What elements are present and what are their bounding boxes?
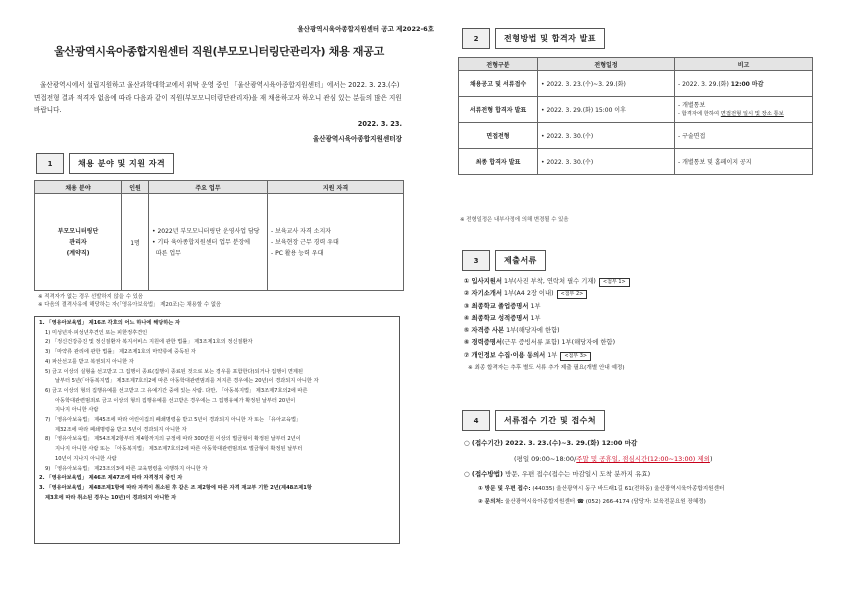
doc-name: ⑥ 경력증명서	[464, 339, 502, 347]
doc-detail: 1부(사진 부착, 연락처 필수 기재)	[501, 278, 596, 285]
required-documents	[464, 276, 630, 374]
section-label: 제출서류	[495, 250, 546, 271]
job-field: 부모모니터링단 관리자 (계약직)	[35, 194, 122, 291]
doc-detail: 1부	[528, 302, 541, 310]
duty-item: • 기타 육아종합지원센터 업무 분장에	[152, 238, 251, 246]
section-4-heading	[462, 410, 605, 431]
doc-name: ③ 최종학교 졸업증명서	[464, 302, 529, 310]
address-label: ① 방문 및 우편 접수:	[478, 485, 531, 492]
qualifications-cell	[268, 194, 404, 291]
method-text: 방문, 우편 접수(접수는 마감일시 도착 분까지 유효)	[503, 470, 651, 478]
section-label: 전형방법 및 합격자 발표	[495, 28, 605, 49]
box-heading: 1. 「영유아보육법」 제16조 각호의 어느 하나에 해당하는 자	[39, 320, 181, 326]
section-number: 4	[462, 410, 490, 431]
intro-paragraph: 울산광역시에서 설립지원하고 울산과학대학교에서 위탁 운영 중인 「울산광역시육아종합지원센터」에서는 2022. 3. 23.(수) 면접전형 결과 적격자 없음에 따라 다음과 같이 직원(부모모니터링단관리자)을 재 채용하고자 하오니 관심 있는 분들의 많은 지원 바랍니다.	[34, 81, 402, 114]
duty-item: • 2022년 부모모니터링단 운영사업 담당	[152, 227, 260, 235]
duty-item: 따른 업무	[152, 249, 181, 257]
table-row	[459, 97, 813, 123]
period-close: )	[709, 454, 713, 463]
col-header: 주요 업무	[149, 181, 268, 194]
list-item	[464, 350, 630, 362]
documents-note: ※ 최종 합격자는 추후 별도 서류 추가 제출 필요(개별 안내 예정)	[468, 365, 625, 372]
schedule-table	[458, 57, 813, 175]
box-item: 10년이 지나지 아니한 사람	[55, 455, 117, 462]
box-item: 8) 「영유아보육법」 제54조제2항부터 제4항까지의 규정에 따라 300만원 이상의 벌금형이 확정된 날부터 2년이	[45, 436, 301, 443]
box-item: 날부터 5년(「아동복지법」 제3조제7호의2에 따른 아동학대관련범죄를 저지른 경우에는 20년)이 경과되지 아니한 자	[55, 378, 319, 385]
inquiry-line	[464, 496, 814, 509]
table-row	[459, 71, 813, 97]
section-3-heading	[462, 250, 546, 271]
box-item: 3) 「마약류 관리에 관한 법률」 제2조제1호의 마약류에 중독된 자	[45, 349, 196, 356]
note-line: ※ 다음의 결격사유에 해당하는 자(「영유아보육법」 제20조)는 채용할 수 없음	[38, 302, 222, 308]
box-item: 제32조에 따라 폐쇄명령을 받고 5년이 경과되지 아니한 자	[55, 426, 187, 433]
note-line: - 합격자에 한하여 면접전형 일시 및 장소 통보	[678, 110, 784, 117]
method-label: ○ (접수방법)	[464, 470, 503, 478]
disqualification-box	[34, 316, 400, 544]
list-item	[464, 325, 630, 337]
section-2-heading	[462, 28, 605, 49]
list-item	[464, 337, 630, 349]
application-period: ○ (접수기간) 2022. 3. 23.(수)~3. 29.(화) 12:00 마감	[464, 439, 638, 447]
box-item: 지나지 아니한 사람 또는 「아동복지법」 제3조제7호의2에 따른 아동학대관련범죄로 벌금형이 확정된 날부터	[55, 446, 303, 453]
inquiry-text: 울산광역시육아종합지원센터 ☎ (052) 266-4174 (담당자: 보육전문요원 장혜정)	[503, 498, 706, 505]
box-item: 7) 「영유아보육법」 제45조에 따라 어린이집의 폐쇄명령을 받고 5년이 경과되지 아니한 자 또는 「유아교육법」	[45, 417, 302, 424]
attachment-tag: <첨부 2>	[557, 290, 588, 299]
stage-note	[675, 97, 813, 123]
box-item: 6) 금고 이상의 형의 집행유예를 선고받고 그 유예기간 중에 있는 사람. 다만, 「아동복지법」 제3조제7호의2에 따른	[45, 387, 308, 394]
list-item	[464, 276, 630, 288]
attachment-tag: <첨부 3>	[560, 352, 591, 361]
section-1-heading	[36, 153, 174, 174]
section-number: 3	[462, 250, 490, 271]
note-line: ※ 적격자가 없는 경우 선발하지 않을 수 있음	[38, 294, 144, 300]
address-line	[464, 483, 814, 496]
application-method	[464, 467, 814, 483]
box-item: 1) 미성년자·피성년후견인 또는 피한정후견인	[45, 329, 148, 336]
period-exclusion: 주말 및 공휴일, 점심시간(12:00~13:00) 제외	[576, 454, 710, 463]
col-header: 채용 분야	[35, 181, 122, 194]
stage-schedule: • 2022. 3. 30.(수)	[538, 123, 675, 149]
list-item	[464, 313, 630, 325]
qual-item: - 보육교사 자격 소지자	[271, 227, 332, 235]
box-item: 4) 파산선고를 받고 복권되지 아니한 자	[45, 358, 134, 365]
table-row	[459, 149, 813, 175]
issuer-name: 울산광역시육아종합지원센터장	[312, 135, 402, 143]
box-item: 아동학대관련범죄로 금고 이상의 형의 집행유예를 선고받은 경우에는 그 집행유예가 확정된 날부터 20년이	[55, 397, 296, 404]
attachment-tag: <첨부 1>	[599, 278, 630, 287]
qual-item: - 보육현장 근무 경력 우대	[271, 238, 339, 246]
notice-date: 2022. 3. 23.	[357, 120, 402, 128]
doc-detail: 1부(해당자에 한함)	[504, 327, 560, 335]
stage-name: 서류전형 합격자 발표	[459, 97, 538, 123]
stage-name: 채용공고 및 서류접수	[459, 71, 538, 97]
section-1-notes	[38, 293, 221, 309]
col-header: 인원	[122, 181, 149, 194]
doc-name: ⑤ 자격증 사본	[464, 327, 505, 335]
period-hours: (평일 09:00~18:00/	[514, 454, 577, 463]
qual-item: - PC 활용 능력 우대	[271, 249, 324, 257]
doc-detail: 1부	[528, 314, 541, 322]
page-title: 울산광역시육아종합지원센터 직원(부모모니터링단관리자) 채용 재공고	[54, 45, 384, 58]
notice-number: 울산광역시육아종합지원센터 공고 제2022-6호	[297, 25, 434, 33]
stage-name: 면접전형	[459, 123, 538, 149]
stage-name: 최종 합격자 발표	[459, 149, 538, 175]
note-line: - 개별통보	[678, 101, 706, 109]
list-item	[464, 301, 630, 313]
section-label: 채용 분야 및 지원 자격	[69, 153, 174, 174]
list-item	[464, 288, 630, 300]
stage-schedule: • 2022. 3. 23.(수)~3. 29.(화)	[538, 71, 675, 97]
stage-note: - 구술면접	[675, 123, 813, 149]
box-item: 지나지 아니한 사람	[55, 407, 99, 414]
col-header: 전형일정	[538, 58, 675, 71]
headcount: 1명	[122, 194, 149, 291]
stage-schedule: • 2022. 3. 30.(수)	[538, 149, 675, 175]
doc-name: ⑦ 개인정보 수집·이용 동의서	[464, 351, 546, 359]
box-heading: 제3호에 따라 취소된 경우는 10년)이 경과되지 아니한 자	[45, 494, 177, 501]
application-info	[464, 436, 814, 509]
doc-name: ② 자기소개서	[464, 290, 502, 298]
stage-note: - 개별통보 및 홈페이지 공지	[675, 149, 813, 175]
doc-detail: (근무 증빙서류 포함) 1부(해당자에 한함)	[501, 339, 616, 347]
box-item: 5) 금고 이상의 실형을 선고받고 그 집행이 종료(집행이 종료된 것으로 보는 경우를 포함한다)되거나 집행이 면제된	[45, 368, 303, 375]
underlined-text: 면접전형 일시 및 장소 통보	[720, 110, 784, 117]
section-number: 2	[462, 28, 490, 49]
stage-note: - 2022. 3. 29.(화) 12:00 마감	[675, 71, 813, 97]
doc-name: ① 입사지원서	[464, 278, 502, 285]
doc-name: ④ 최종학교 성적증명서	[464, 314, 529, 322]
period-detail	[464, 452, 814, 468]
schedule-footnote: ※ 전형일정은 내부사정에 의해 변경될 수 있음	[460, 217, 569, 223]
col-header: 지원 자격	[268, 181, 404, 194]
recruitment-table	[34, 180, 404, 291]
col-header: 전형구분	[459, 58, 538, 71]
box-item: 9) 「영유아보육법」 제23조의3에 따른 교육명령을 이행하지 아니한 자	[45, 465, 208, 472]
address-text: (44035) 울산광역시 동구 바드래1길 61(전하동) 울산광역시육아종합지원센터	[530, 485, 725, 492]
section-label: 서류접수 기간 및 접수처	[495, 410, 605, 431]
stage-schedule: • 2022. 3. 29.(화) 15:00 이후	[538, 97, 675, 123]
col-header: 비고	[675, 58, 813, 71]
duties-cell	[149, 194, 268, 291]
box-heading: 3. 「영유아보육법」 제48조제1항에 따라 자격이 취소된 후 같은 조 제2항에 따른 자격 재교부 기한 2년(제48조제1항	[39, 484, 312, 491]
section-number: 1	[36, 153, 64, 174]
box-item: 2) 「정신건강증진 및 정신질환자 복지서비스 지원에 관한 법률」 제3조제1호의 정신질환자	[45, 339, 253, 346]
doc-detail: 1부(A4 2장 이내)	[501, 290, 554, 298]
box-heading: 2. 「영유아보육법」 제46조 제47조에 따라 자격정지 중인 자	[39, 475, 183, 482]
doc-detail: 1부	[545, 351, 558, 359]
table-row	[459, 123, 813, 149]
inquiry-label: ② 문의처:	[478, 498, 504, 505]
